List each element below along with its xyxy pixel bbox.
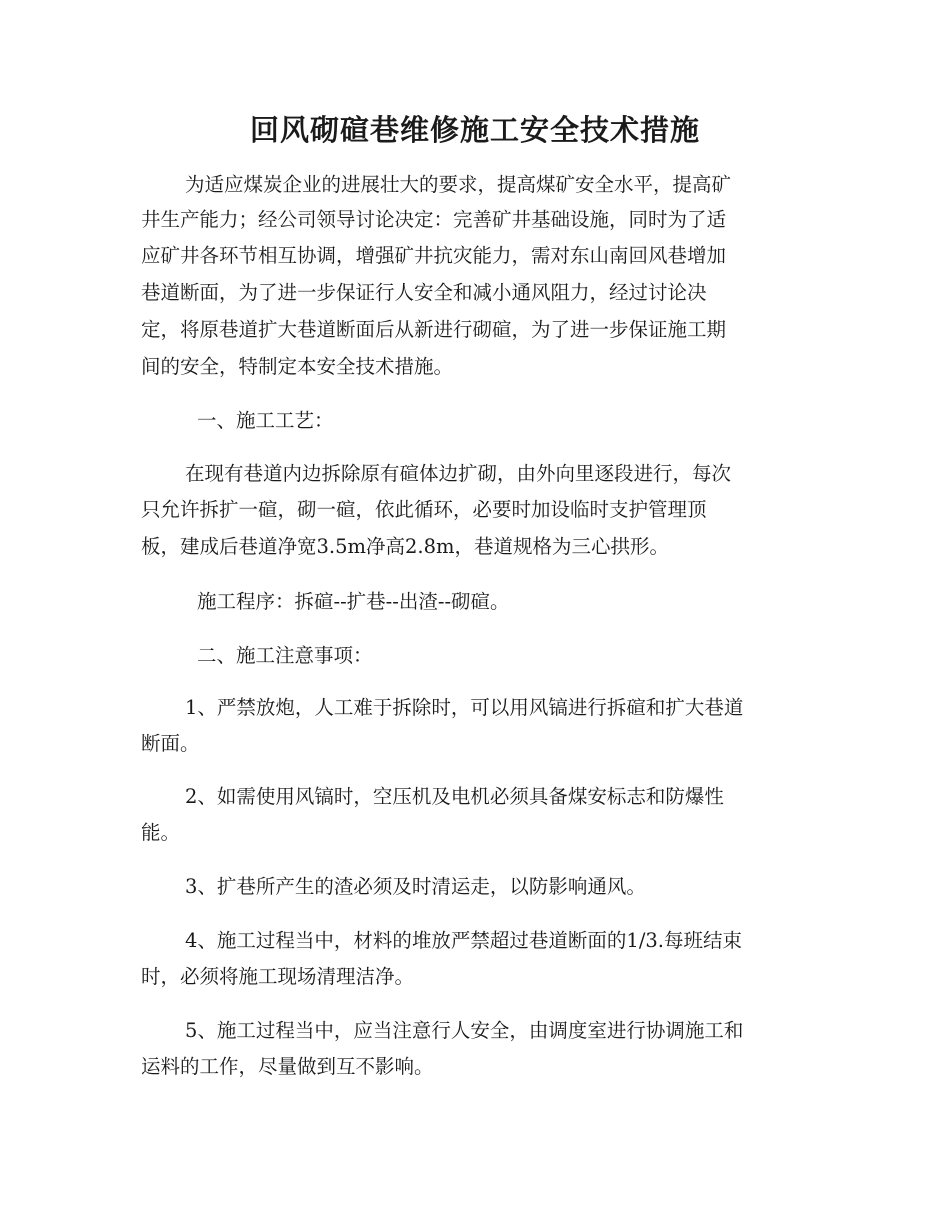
section1-heading: 一、施工工艺：: [197, 409, 334, 432]
item-5-line: 运料的工作，尽量做到互不影响。: [141, 1055, 434, 1078]
intro-line: 为适应煤炭企业的进展壮大的要求，提高煤矿安全水平，提高矿: [185, 173, 732, 196]
item-2-line: 2、如需使用风镐时，空压机及电机必须具备煤安标志和防爆性: [185, 785, 724, 808]
item-1-line: 断面。: [141, 732, 200, 755]
item-5-line: 5、施工过程当中，应当注意行人安全，由调度室进行协调施工和: [185, 1019, 744, 1042]
document-title: 回风砌碹巷维修施工安全技术措施: [249, 113, 700, 147]
item-3-line: 3、扩巷所产生的渣必须及时清运走，以防影响通风。: [185, 875, 646, 898]
intro-line: 巷道断面，为了进一步保证行人安全和减小通风阻力，经过讨论决: [141, 281, 707, 304]
procedure-line: 施工程序：拆碹--扩巷--出渣--砌碹。: [197, 590, 510, 613]
process-line: 在现有巷道内边拆除原有碹体边扩砌，由外向里逐段进行，每次: [185, 462, 732, 485]
item-4-line: 4、施工过程当中，材料的堆放严禁超过巷道断面的1/3.每班结束: [185, 929, 742, 952]
process-line: 只允许拆扩一碹，砌一碹，依此循环，必要时加设临时支护管理顶: [141, 498, 707, 521]
section2-heading: 二、施工注意事项：: [197, 644, 373, 667]
intro-line: 间的安全，特制定本安全技术措施。: [141, 355, 454, 378]
intro-line: 井生产能力；经公司领导讨论决定：完善矿井基础设施，同时为了适: [141, 208, 727, 231]
intro-line: 定，将原巷道扩大巷道断面后从新进行砌碹，为了进一步保证施工期: [141, 318, 727, 341]
process-line: 板，建成后巷道净宽3.5m净高2.8m，巷道规格为三心拱形。: [141, 535, 670, 558]
item-4-line: 时，必须将施工现场清理洁净。: [141, 965, 415, 988]
item-2-line: 能。: [141, 821, 181, 844]
item-1-line: 1、严禁放炮，人工难于拆除时，可以用风镐进行拆碹和扩大巷道: [185, 696, 744, 719]
intro-line: 应矿井各环节相互协调，增强矿井抗灾能力，需对东山南回风巷增加: [141, 244, 727, 267]
